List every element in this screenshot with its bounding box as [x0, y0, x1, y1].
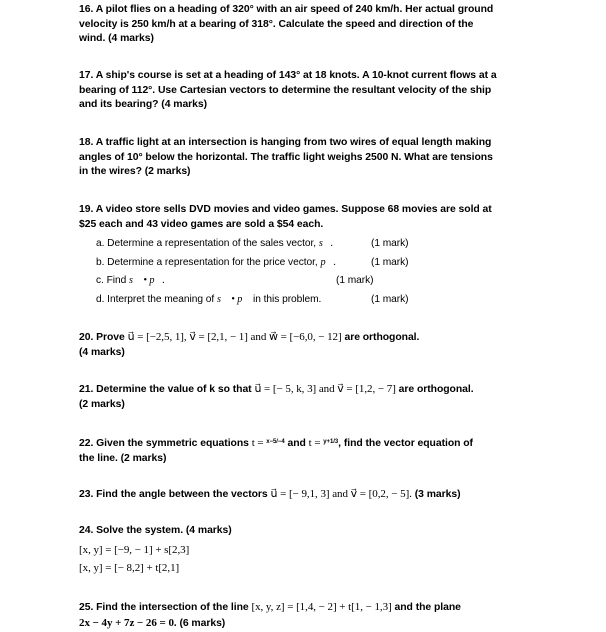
q20-marks: (4 marks) — [79, 346, 125, 358]
q19d-tail: in this problem. — [253, 293, 322, 305]
q25-marks: (6 marks) — [179, 617, 226, 629]
q19-part-b — [79, 254, 492, 273]
q25-line-expression: [x, y, z] = [1,4, − 2] + t[1, − 1,3] — [251, 601, 392, 613]
q19-part-d — [79, 291, 492, 310]
q19b-marks: (1 mark) — [371, 256, 409, 268]
q16-line1: 16. A pilot flies on a heading of 320° with an air speed of 240 km/h. Her actual ground — [79, 4, 494, 15]
q21-expression: u⃗ = [− 5, k, 3] and v⃗ = [1,2, − 7] — [254, 383, 396, 395]
question-22 — [79, 435, 473, 466]
q18-line1: 18. A traffic light at an intersection is hanging from two wires of equal length making — [79, 137, 492, 148]
q21-lead: 21. Determine the value of k so that — [79, 384, 252, 395]
q19-line2: $25 each and 43 video games are sold a $54 each. — [79, 218, 324, 230]
q19b-vector: p⃗. — [320, 256, 336, 268]
q23-marks: (3 marks) — [414, 489, 461, 500]
q19a-text: a. Determine a representation of the sales vector, — [96, 238, 317, 250]
q24-equation-2: [x, y] = [− 8,2] + t[2,1] — [79, 561, 180, 574]
q22-lead: 22. Given the symmetric equations — [79, 438, 249, 449]
q18-line3: in the wires? (2 marks) — [79, 166, 191, 178]
question-17 — [79, 69, 497, 113]
q19d-expr: s⃗ • p⃗ — [216, 293, 251, 305]
q19d-marks: (1 mark) — [371, 293, 409, 305]
q22-fraction-2: y+1/3 — [323, 439, 339, 445]
q25-plane-equation: 2x − 4y + 7z − 26 = 0. — [79, 616, 177, 629]
question-21 — [79, 382, 474, 412]
q19-line1: 19. A video store sells DVD movies and video games. Suppose 68 movies are sold at — [79, 204, 492, 215]
q20-expression: u⃗ = [−2,5, 1], v⃗ = [2,1, − 1] and w⃗ = [−6,0, − 12] — [127, 331, 342, 343]
q23-expression: u⃗ = [− 9,1, 3] and v⃗ = [0,2, − 5]. — [270, 488, 412, 500]
q24-line1: 24. Solve the system. (4 marks) — [79, 525, 232, 536]
q20-tail: are orthogonal. — [344, 332, 420, 343]
q19b-text: b. Determine a representation for the price vector, — [96, 256, 318, 268]
question-19 — [79, 203, 492, 309]
q25-tail: and the plane — [394, 602, 461, 613]
q19a-marks: (1 mark) — [371, 238, 409, 250]
question-24 — [79, 524, 232, 577]
q18-line2: angles of 10° below the horizontal. The traffic light weighs 2500 N. What are tensions — [79, 151, 493, 163]
question-18 — [79, 136, 493, 180]
q19d-text: d. Interpret the meaning of — [96, 293, 215, 305]
q16-line2: velocity is 250 km/h at a bearing of 318°. Calculate the speed and direction of the — [79, 18, 474, 30]
q21-tail: are orthogonal. — [398, 384, 474, 395]
question-16 — [79, 3, 493, 47]
q25-lead: 25. Find the intersection of the line — [79, 602, 249, 613]
q22-line2: the line. (2 marks) — [79, 452, 167, 464]
q23-lead: 23. Find the angle between the vectors — [79, 489, 268, 500]
q22-eq1: t = — [251, 437, 267, 449]
q16-line3: wind. (4 marks) — [79, 33, 154, 45]
q22-tail: , find the vector equation of — [338, 438, 473, 449]
q19c-expr: s⃗ • p⃗. — [129, 275, 165, 287]
q22-eq2: t = — [308, 437, 324, 449]
q19-part-c — [79, 272, 492, 291]
q20-lead: 20. Prove — [79, 332, 125, 343]
question-23 — [79, 487, 461, 503]
q19c-text: c. Find — [96, 275, 127, 287]
question-20 — [79, 330, 419, 360]
q19a-vector: s⃗. — [318, 238, 334, 250]
q22-fraction-1: x−5/−4 — [266, 439, 285, 445]
q17-line2: bearing of 112°. Use Cartesian vectors to determine the resultant velocity of the ship — [79, 84, 492, 96]
q22-and: and — [287, 438, 306, 449]
q24-equation-1: [x, y] = [−9, − 1] + s[2,3] — [79, 543, 190, 556]
q21-marks: (2 marks) — [79, 398, 125, 410]
q17-line1: 17. A ship's course is set at a heading of 143° at 18 knots. A 10-knot current flows at a — [79, 70, 497, 81]
q19-part-a — [79, 235, 492, 254]
q17-line3: and its bearing? (4 marks) — [79, 99, 208, 111]
question-25 — [79, 600, 461, 631]
q19c-marks: (1 mark) — [336, 275, 374, 287]
